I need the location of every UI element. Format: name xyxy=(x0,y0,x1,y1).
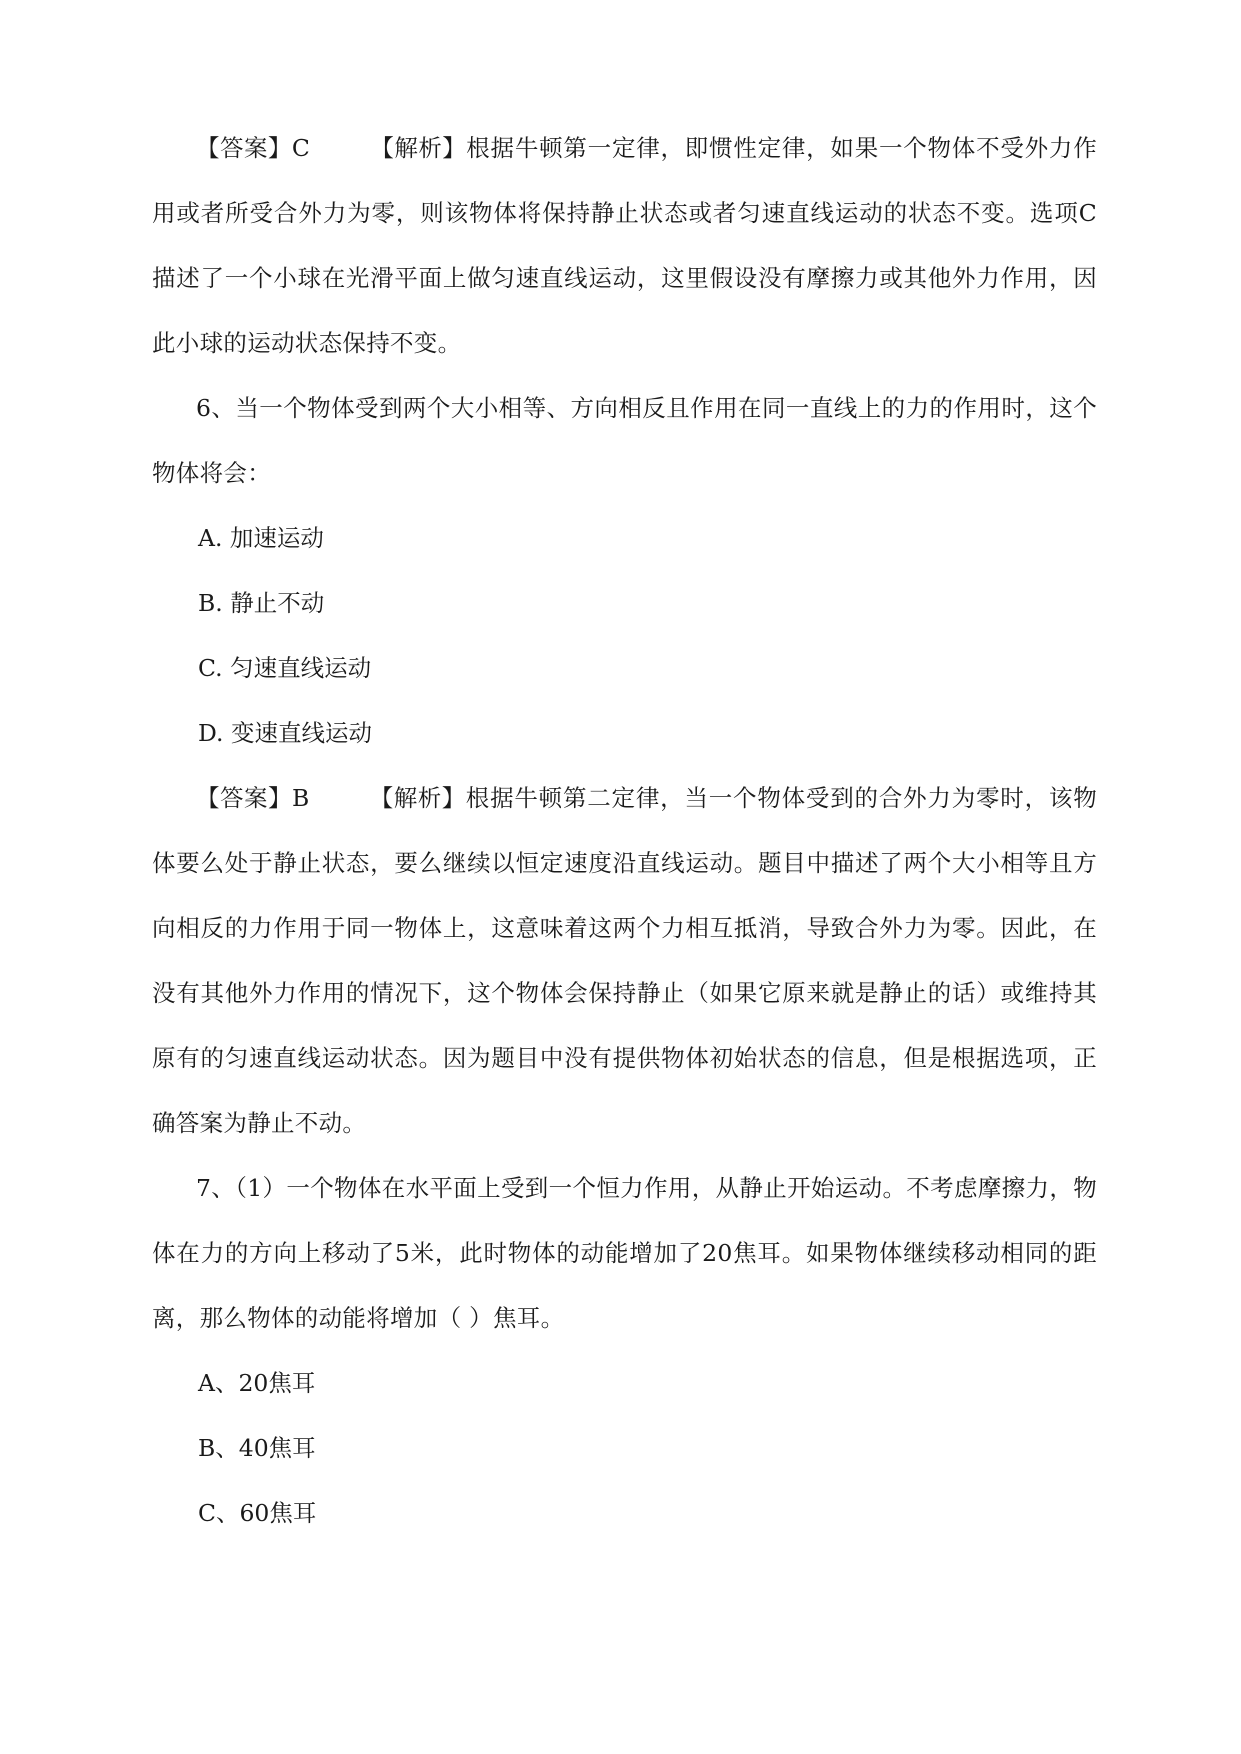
q6-option-d: D. 变速直线运动 xyxy=(198,719,372,747)
q7-question: 7、（1）一个物体在水平面上受到一个恒力作用，从静止开始运动。不考虑摩擦力，物体在力的方向上移动了5米，此时物体的动能增加了20焦耳。如果物体继续移动相同的距离，那么物体的动能将增加（ ）焦耳。 xyxy=(152,1174,1097,1332)
q6-answer-paragraph xyxy=(152,766,1097,1156)
q7-option-c: C、60焦耳 xyxy=(198,1499,317,1527)
q6-analysis-tag: 【解析】 xyxy=(369,784,466,812)
q6-question: 6、当一个物体受到两个大小相等、方向相反且作用在同一直线上的力的作用时，这个物体将会： xyxy=(152,394,1097,487)
q7-option-b: B、40焦耳 xyxy=(198,1434,316,1462)
q7-option-a: A、20焦耳 xyxy=(198,1369,316,1397)
q5-analysis-text: 根据牛顿第一定律，即惯性定律，如果一个物体不受外力作用或者所受合外力为零，则该物体将保持静止状态或者匀速直线运动的状态不变。选项C描述了一个小球在光滑平面上做匀速直线运动，这里假设没有摩擦力或其他外力作用，因此小球的运动状态保持不变。 xyxy=(152,134,1097,357)
q6-option-b: B. 静止不动 xyxy=(198,589,325,617)
q5-answer-tag: 【答案】C xyxy=(196,134,310,162)
q6-analysis-text: 根据牛顿第二定律，当一个物体受到的合外力为零时，该物体要么处于静止状态，要么继续以恒定速度沿直线运动。题目中描述了两个大小相等且方向相反的力作用于同一物体上，这意味着这两个力相互抵消，导致合外力为零。因此，在没有其他外力作用的情况下，这个物体会保持静止（如果它原来就是静止的话）或维持其原有的匀速直线运动状态。因为题目中没有提供物体初始状态的信息，但是根据选项，正确答案为静止不动。 xyxy=(152,784,1097,1137)
q6-answer-tag: 【答案】B xyxy=(196,784,310,812)
q6-option-c: C. 匀速直线运动 xyxy=(198,654,372,682)
q5-analysis-tag: 【解析】 xyxy=(369,134,467,162)
q5-answer-paragraph xyxy=(152,116,1097,376)
q6-option-a: A. 加速运动 xyxy=(198,524,324,552)
